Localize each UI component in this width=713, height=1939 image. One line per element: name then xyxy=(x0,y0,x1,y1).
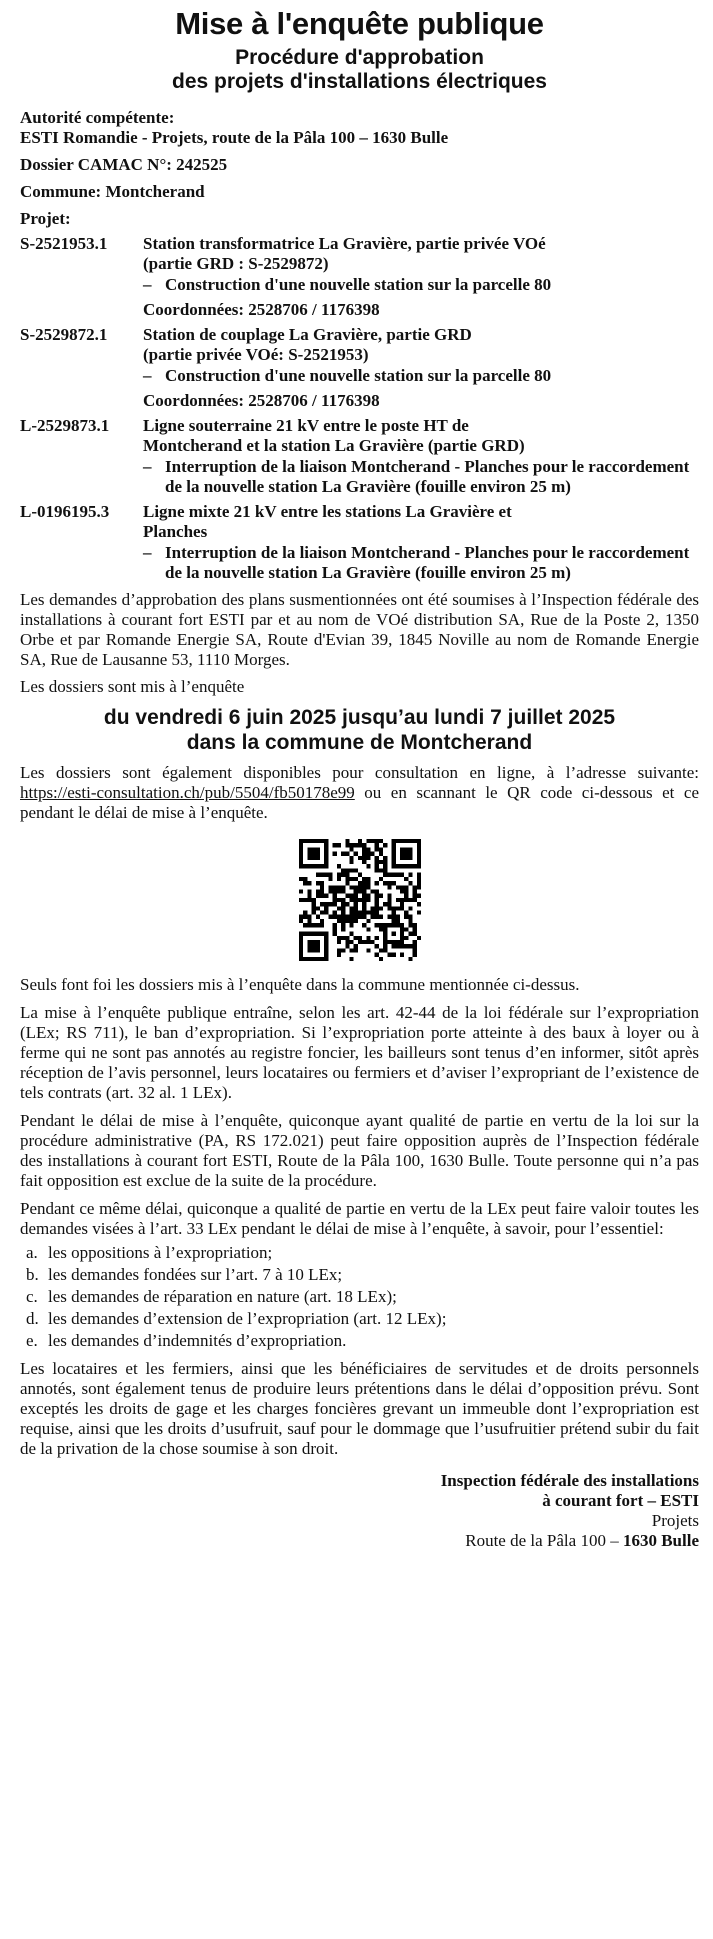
signature-city: 1630 Bulle xyxy=(622,1531,699,1550)
paragraph: La mise à l’enquête publique entraîne, selon les art. 42-44 de la loi fédérale sur l’expropriation (LEx; RS 711), le ban d’expropriation. Si l’expropriation porte atteinte à des baux à loyer ou à ferme qui ne sont pas annotés au registre foncier, les bailleurs sont tenus d’en informer, sitôt après réception de l’avis personnel, leurs locataires ou fermiers et d’aviser l’expropriant de l’existence de tels contrats (art. 32 al. 1 LEx). xyxy=(20,1003,699,1102)
list-text: les demandes d’extension de l’expropriation (art. 12 LEx); xyxy=(48,1309,447,1328)
project-title-line: Ligne mixte 21 kV entre les stations La Gravière et xyxy=(143,502,512,521)
list-text: les demandes fondées sur l’art. 7 à 10 LEx; xyxy=(48,1265,343,1284)
project-title-line: Montcherand et la station La Gravière (partie GRD) xyxy=(143,436,525,455)
dash-bullet: – xyxy=(143,275,152,294)
demands-list xyxy=(20,1243,699,1351)
project-entry xyxy=(20,325,699,411)
subtitle-line-2: des projets d'installations électriques xyxy=(172,70,547,93)
online-paragraph xyxy=(20,763,699,823)
commune: Commune: Montcherand xyxy=(20,182,205,201)
page-title: Mise à l'enquête publique xyxy=(175,6,544,41)
project-code: L-2529873.1 xyxy=(20,416,110,435)
dossier-number: Dossier CAMAC N°: 242525 xyxy=(20,155,228,174)
subtitle-line-1: Procédure d'approbation xyxy=(235,46,484,69)
measure-text: Interruption de la liaison Montcherand - Planches pour le raccordement de la nouvelle station La Gravière (fouille environ 25 m) xyxy=(165,457,690,496)
online-text-before: Les dossiers sont également disponibles pour consultation en ligne, à l’adresse suivante: xyxy=(20,763,699,782)
signature-line: Inspection fédérale des installations xyxy=(440,1471,699,1490)
dash-bullet: – xyxy=(143,543,152,562)
project-title-line: Planches xyxy=(143,522,208,541)
project-measure xyxy=(143,543,699,583)
period-dates: du vendredi 6 juin 2025 jusqu’au lundi 7 juillet 2025 xyxy=(103,706,616,729)
signature-block xyxy=(20,1471,699,1551)
list-item xyxy=(20,1243,699,1263)
project-measure xyxy=(143,275,699,295)
list-marker: c. xyxy=(26,1287,38,1306)
paragraph: Pendant le délai de mise à l’enquête, quiconque ayant qualité de partie en vertu de la loi sur la procédure administrative (PA, RS 172.021) peut faire opposition auprès de l’Inspection fédérale des installations à courant fort ESTI, Route de la Pâla 100, 1630 Bulle. Toute personne qui n’a pas fait opposition est exclue de la suite de la procédure. xyxy=(20,1111,699,1190)
project-code: L-0196195.3 xyxy=(20,502,110,521)
enquete-period xyxy=(20,705,699,755)
list-marker: a. xyxy=(26,1243,38,1262)
project-entry xyxy=(20,416,699,497)
measure-text: Interruption de la liaison Montcherand - Planches pour le raccordement de la nouvelle station La Gravière (fouille environ 25 m) xyxy=(165,543,690,582)
project-description xyxy=(143,325,699,411)
list-marker: e. xyxy=(26,1331,38,1350)
project-title-line: (partie privée VOé: S-2521953) xyxy=(143,345,369,364)
period-commune: dans la commune de Montcherand xyxy=(186,731,533,754)
intro-paragraph: Les demandes d’approbation des plans susmentionnées ont été soumises à l’Inspection fédérale des installations à courant fort ESTI par et au nom de VOé distribution SA, Rue de la Poste 2, 1350 Orbe et par Romande Energie SA, Route d'Evian 39, 1845 Noville au nom de Romande Energie SA, Rue de Lausanne 53, 1110 Morges. xyxy=(20,590,699,669)
project-entry xyxy=(20,234,699,320)
project-coordinates: Coordonnées: 2528706 / 1176398 xyxy=(143,391,380,410)
list-item xyxy=(20,1287,699,1307)
project-description xyxy=(143,416,699,497)
signature-address xyxy=(20,1531,699,1551)
dossiers-enquete-text: Les dossiers sont mis à l’enquête xyxy=(20,677,245,696)
paragraph: Pendant ce même délai, quiconque a qualité de partie en vertu de la LEx peut faire valoir toutes les demandes visées à l’art. 33 LEx pendant le délai de mise à l’enquête, à savoir, pour l’essentiel: xyxy=(20,1199,699,1238)
signature-line: à courant fort – ESTI xyxy=(542,1491,699,1510)
list-text: les demandes de réparation en nature (art. 18 LEx); xyxy=(48,1287,397,1306)
project-measure xyxy=(143,457,699,497)
signature-line: Projets xyxy=(651,1511,699,1530)
dash-bullet: – xyxy=(143,366,152,385)
dash-bullet: – xyxy=(143,457,152,476)
closing-paragraph: Les locataires et les fermiers, ainsi que les bénéficiaires de servitudes et de droits personnels annotés, sont également tenus de produire leurs prétentions dans le délai d’opposition prévu. Sont exceptés les droits de gage et les charges foncières grevant un immeuble dont l’expropriation est requise, ainsi que les droits d’usufruit, sauf pour le dommage que l’usufruitier prétend subir du fait de la privation de la chose soumise à son droit. xyxy=(20,1359,699,1458)
paragraph: Seuls font foi les dossiers mis à l’enquête dans la commune mentionnée ci-dessus. xyxy=(20,975,580,994)
project-entry xyxy=(20,502,699,583)
project-title-line: Ligne souterraine 21 kV entre le poste HT de xyxy=(143,416,469,435)
project-coordinates: Coordonnées: 2528706 / 1176398 xyxy=(143,300,380,319)
online-text-after: ou en scannant le QR code ci-dessous et ce pendant le délai de mise à l’enquête. xyxy=(20,783,699,822)
list-text: les demandes d’indemnités d’expropriation. xyxy=(48,1331,347,1350)
project-code: S-2521953.1 xyxy=(20,234,108,253)
qr-code-icon[interactable] xyxy=(299,839,421,961)
project-title-line: Station transformatrice La Gravière, partie privée VOé xyxy=(143,234,546,253)
projects-label: Projet: xyxy=(20,209,71,228)
project-description xyxy=(143,502,699,583)
list-text: les oppositions à l’expropriation; xyxy=(48,1243,273,1262)
list-marker: b. xyxy=(26,1265,39,1284)
project-title-line: Station de couplage La Gravière, partie GRD xyxy=(143,325,472,344)
authority-label: Autorité compétente: xyxy=(20,108,175,127)
list-item xyxy=(20,1265,699,1285)
list-item xyxy=(20,1331,699,1351)
project-description xyxy=(143,234,699,320)
consultation-link[interactable]: https://esti-consultation.ch/pub/5504/fb50178e99 xyxy=(20,783,355,802)
measure-text: Construction d'une nouvelle station sur la parcelle 80 xyxy=(165,275,552,294)
measure-text: Construction d'une nouvelle station sur la parcelle 80 xyxy=(165,366,552,385)
list-marker: d. xyxy=(26,1309,39,1328)
authority-value: ESTI Romandie - Projets, route de la Pâla 100 – 1630 Bulle xyxy=(20,128,449,147)
project-measure xyxy=(143,366,699,386)
project-code: S-2529872.1 xyxy=(20,325,108,344)
signature-street: Route de la Pâla 100 – xyxy=(465,1531,623,1550)
list-item xyxy=(20,1309,699,1329)
project-title-line: (partie GRD : S-2529872) xyxy=(143,254,329,273)
